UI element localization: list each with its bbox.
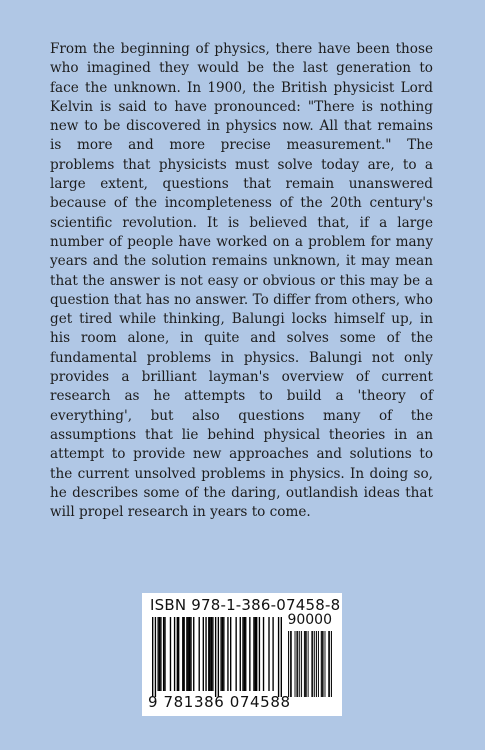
barcode-bar bbox=[218, 617, 219, 697]
barcode-bar bbox=[272, 617, 273, 691]
barcode-bar bbox=[193, 617, 194, 691]
barcode-bar bbox=[160, 617, 161, 691]
barcode-bar bbox=[159, 617, 160, 691]
barcode-bar bbox=[164, 617, 165, 691]
back-cover-blurb: From the beginning of physics, there have been those who imagined they would be the last generation to face the unknown. In 1900, the British physicist Lord Kelvin is said to have pronounced: "There is nothing new to be discovered in physics now. All that remains is more and more precise measurement." The problems that physicists must solve today are, to a large extent, questions that remain unanswered because of the incompleteness of the 20th century's scientific revolution. It is believed that, if a large number of people have worked on a problem for many years and the solution remains unknown, it may mean that the answer is not easy or obvious or this may be a question that has no answer. To differ from others, who get tired while thinking, Balungi locks himself up, in his room alone, in quite and solves some of the fundamental problems in physics. Balungi not only provides a brilliant layman's overview of current research as he attempts to build a 'theory of everything', but also questions many of the assumptions that lie behind physical theories in an attempt to provide new approaches and solutions to the current unsolved problems in physics. In doing so, he describes some of the daring, outlandish ideas that will propel research in years to come. bbox=[50, 41, 433, 521]
barcode-bar bbox=[157, 617, 158, 691]
barcode-bar bbox=[222, 617, 223, 691]
barcode-bar bbox=[263, 617, 264, 691]
barcode-bar bbox=[305, 631, 306, 697]
barcode-bar bbox=[316, 631, 317, 697]
barcode-bar bbox=[178, 617, 179, 691]
barcode-bar bbox=[308, 631, 309, 697]
barcode-bar bbox=[311, 631, 312, 697]
barcode-bar bbox=[253, 617, 254, 691]
isbn-label: ISBN 978-1-386-07458-8 bbox=[150, 596, 341, 614]
barcode-bar bbox=[281, 617, 282, 697]
barcode-digits: 9 781386 074588 bbox=[148, 693, 291, 711]
barcode-bar bbox=[211, 617, 212, 691]
barcode-bar bbox=[152, 617, 153, 697]
barcode-bar bbox=[325, 631, 326, 697]
barcode-bar bbox=[321, 631, 322, 697]
barcode-bar bbox=[290, 631, 291, 697]
barcode-bar bbox=[329, 631, 330, 697]
barcode-bar bbox=[323, 631, 324, 697]
barcode-bar bbox=[170, 617, 171, 691]
barcode-bar bbox=[268, 617, 269, 691]
barcode-bar bbox=[183, 617, 184, 691]
barcode-bar bbox=[312, 631, 313, 697]
barcode-bar bbox=[249, 617, 250, 691]
barcode-bar bbox=[299, 631, 300, 697]
barcode-bar bbox=[304, 631, 305, 697]
barcode-bar bbox=[291, 631, 292, 697]
barcode-bar bbox=[205, 617, 206, 691]
barcode-bar bbox=[208, 617, 209, 691]
barcode-bar bbox=[155, 617, 156, 697]
barcode-bar bbox=[331, 631, 332, 697]
ean5-addon-bars bbox=[288, 631, 332, 697]
barcode-bar bbox=[256, 617, 257, 691]
barcode-bar bbox=[227, 617, 228, 691]
barcode-bar bbox=[328, 631, 329, 697]
barcode-bar bbox=[215, 617, 216, 697]
barcode-bar bbox=[318, 631, 319, 697]
barcode-bar bbox=[189, 617, 190, 691]
barcode-bar bbox=[182, 617, 183, 691]
barcode-bar bbox=[186, 617, 187, 691]
barcode-bar bbox=[235, 617, 236, 691]
barcode-bar bbox=[322, 631, 323, 697]
barcode-bar bbox=[259, 617, 260, 691]
barcode-bar bbox=[163, 617, 164, 691]
barcode-bar bbox=[177, 617, 178, 691]
barcode-bar bbox=[203, 617, 204, 691]
barcode-bar bbox=[278, 617, 279, 697]
barcode-bar bbox=[255, 617, 256, 691]
barcode-bar bbox=[174, 617, 175, 691]
barcode-bar bbox=[223, 617, 224, 691]
barcode-bar bbox=[240, 617, 241, 691]
barcode-bar bbox=[314, 631, 315, 697]
barcode-bar bbox=[301, 631, 302, 697]
barcode-bar bbox=[212, 617, 213, 691]
barcode-bar bbox=[230, 617, 231, 691]
barcode-bar bbox=[306, 631, 307, 697]
barcode-bar bbox=[244, 617, 245, 691]
barcode-bar bbox=[296, 631, 297, 697]
barcode-bar bbox=[297, 631, 298, 697]
barcode-bar bbox=[209, 617, 210, 691]
isbn-barcode bbox=[142, 593, 342, 716]
barcode-bar bbox=[188, 617, 189, 691]
barcode-bar bbox=[190, 617, 191, 691]
barcode-bar bbox=[295, 631, 296, 697]
barcode-bar bbox=[288, 631, 289, 697]
barcode-bar bbox=[220, 617, 221, 691]
price-code: 90000 bbox=[287, 612, 332, 628]
barcode-bar bbox=[245, 617, 246, 691]
barcode-bar bbox=[199, 617, 200, 691]
barcode-bar bbox=[242, 617, 243, 691]
ean13-bars bbox=[152, 617, 282, 697]
